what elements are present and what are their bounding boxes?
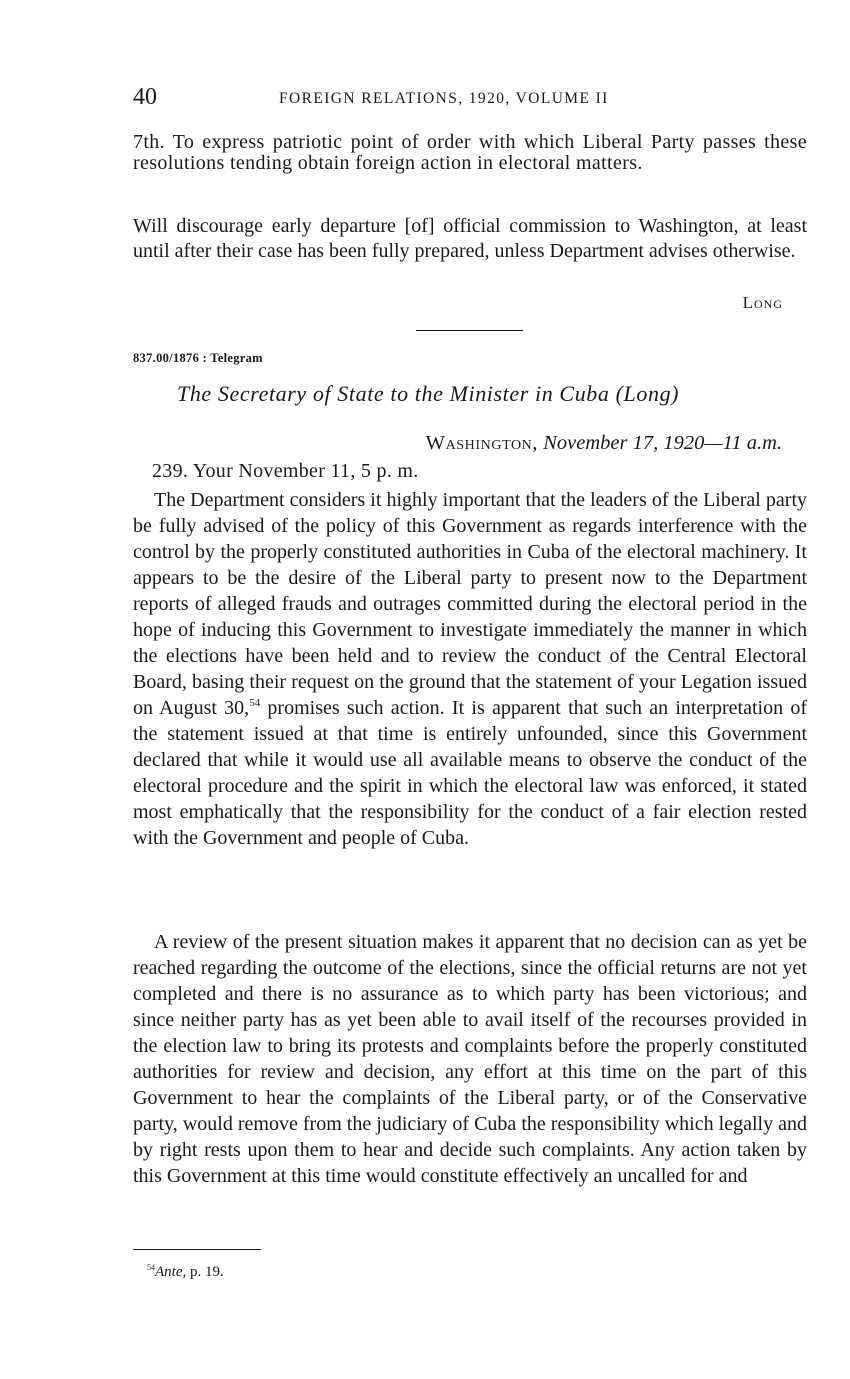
running-header [133,84,807,114]
body-paragraph-1-text-start: The Department considers it highly important that the leaders of the Liberal party be fully advised of the policy of this Government as regards interference with the control by the properly constituted authorities in Cuba of the electoral machinery. It appears to be the desire of the Liberal party to present now to the Department reports of alleged frauds and outrages committed during the electoral period in the hope of inducing this Government to investigate immediately the manner in which the elections have been held and to review the conduct of the Central Electoral Board, basing their request on the ground that the statement of your Legation issued on August 30, [133,489,807,719]
section-divider [416,330,523,331]
running-title: FOREIGN RELATIONS, 1920, VOLUME II [279,90,609,107]
previous-document-closing-paragraph: Will discourage early departure [of] official commission to Washington, at least until after their case has been fully prepared, unless Department advises otherwise. [133,215,807,262]
body-paragraph-1-text-end: promises such action. It is apparent that such an interpretation of the statement issued at that time is entirely unfounded, since this Government declared that while it would use all available means to observe the conduct of the electoral procedure and the spirit in which the electoral law was enforced, it stated most emphatically that the responsibility for the conduct of a fair election rested with the Government and people of Cuba. [133,697,807,849]
body-paragraph-1 [133,487,807,851]
message-reference: 239. Your November 11, 5 p. m. [152,460,419,482]
dateline-date: November 17, 1920—11 a.m. [543,432,782,454]
footnote-page: p. 19. [186,1264,224,1280]
document-title: The Secretary of State to the Minister in Cuba (Long) [177,381,680,406]
page-number: 40 [133,84,157,110]
dateline [426,432,782,455]
signature: Long [742,293,783,312]
footnote-marker: 54 [249,697,261,709]
dateline-place: Washington, [425,432,539,454]
footnote [147,1264,224,1281]
footnote-reference: Ante, [155,1264,187,1280]
previous-document-paragraph: 7th. To express patriotic point of order with which Liberal Party passes these resolutions tending obtain foreign action in electoral matters. [133,131,807,174]
footnote-number: 54 [147,1263,155,1272]
footnote-divider [133,1249,261,1250]
file-reference: 837.00/1876 : Telegram [133,351,263,365]
body-paragraph-2: A review of the present situation makes it apparent that no decision can as yet be reached regarding the outcome of the elections, since the official returns are not yet completed and there is no assurance as to which party has been victorious; and since neither party has as yet been able to avail itself of the recourses provided in the election law to bring its protests and complaints before the properly constituted authorities for review and decision, any effort at this time on the part of this Government to hear the complaints of the Liberal party, or of the Conservative party, would remove from the judiciary of Cuba the responsibility which legally and by right rests upon them to hear and decide such complaints. Any action taken by this Government at this time would constitute effectively an uncalled for and [133,931,807,1187]
